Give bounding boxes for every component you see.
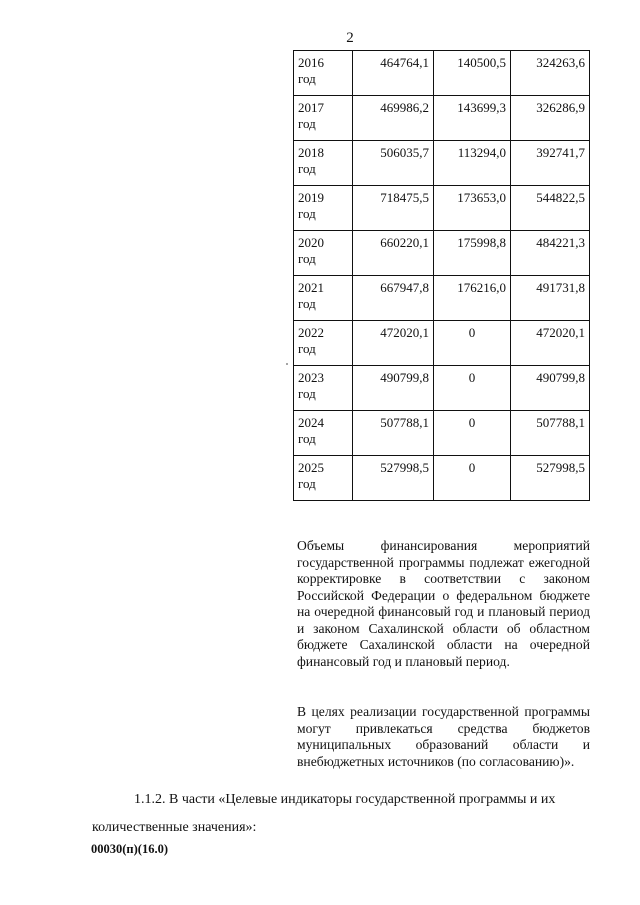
total-cell: 506035,7 <box>353 141 434 186</box>
year-value: 2019 <box>298 190 324 205</box>
table-row <box>294 411 590 456</box>
table-row <box>294 231 590 276</box>
federal-cell: 175998,8 <box>434 231 511 276</box>
table-row <box>294 186 590 231</box>
year-cell <box>294 141 353 186</box>
table-row <box>294 96 590 141</box>
regional-cell: 544822,5 <box>511 186 590 231</box>
year-cell <box>294 411 353 456</box>
financing-note-paragraph: Объемы финансирования мероприятий государственной программы подлежат ежегодной корректировке в соответствии с законом Российской Федерации о федеральном бюджете на очередной финансовый год и плановый период и законом Сахалинской области об областном бюджете Сахалинской области на очередной финансовый год и плановый период. <box>297 538 590 669</box>
table-row <box>294 276 590 321</box>
total-cell: 490799,8 <box>353 366 434 411</box>
regional-cell: 326286,9 <box>511 96 590 141</box>
year-cell <box>294 96 353 141</box>
federal-cell: 143699,3 <box>434 96 511 141</box>
regional-cell: 324263,6 <box>511 51 590 96</box>
year-cell <box>294 186 353 231</box>
document-code: 00030(п)(16.0) <box>91 842 168 856</box>
federal-cell: 140500,5 <box>434 51 511 96</box>
year-value: 2024 <box>298 415 324 430</box>
year-unit: год <box>298 341 316 356</box>
regional-cell: 491731,8 <box>511 276 590 321</box>
federal-cell: 113294,0 <box>434 141 511 186</box>
year-cell <box>294 366 353 411</box>
year-value: 2021 <box>298 280 324 295</box>
regional-cell: 484221,3 <box>511 231 590 276</box>
federal-cell: 173653,0 <box>434 186 511 231</box>
financing-table <box>293 50 590 501</box>
year-cell <box>294 321 353 366</box>
year-value: 2017 <box>298 100 324 115</box>
total-cell: 667947,8 <box>353 276 434 321</box>
total-cell: 660220,1 <box>353 231 434 276</box>
year-unit: год <box>298 251 316 266</box>
table-row <box>294 51 590 96</box>
total-cell: 507788,1 <box>353 411 434 456</box>
year-unit: год <box>298 161 316 176</box>
year-cell <box>294 51 353 96</box>
year-unit: год <box>298 71 316 86</box>
table-row <box>294 141 590 186</box>
table-row <box>294 456 590 501</box>
clause-1-1-2 <box>92 786 596 842</box>
total-cell: 472020,1 <box>353 321 434 366</box>
year-unit: год <box>298 476 316 491</box>
year-value: 2023 <box>298 370 324 385</box>
federal-cell: 0 <box>434 411 511 456</box>
federal-cell: 176216,0 <box>434 276 511 321</box>
regional-cell: 507788,1 <box>511 411 590 456</box>
regional-cell: 472020,1 <box>511 321 590 366</box>
scan-speck <box>286 363 288 365</box>
year-unit: год <box>298 116 316 131</box>
year-cell <box>294 456 353 501</box>
federal-cell: 0 <box>434 366 511 411</box>
total-cell: 527998,5 <box>353 456 434 501</box>
year-cell <box>294 231 353 276</box>
year-value: 2025 <box>298 460 324 475</box>
regional-cell: 527998,5 <box>511 456 590 501</box>
year-unit: год <box>298 296 316 311</box>
funding-sources-paragraph: В целях реализации государственной программы могут привлекаться средства бюджетов муниципальных образований области и внебюджетных источников (по согласованию)». <box>297 704 590 769</box>
year-unit: год <box>298 386 316 401</box>
year-value: 2020 <box>298 235 324 250</box>
federal-cell: 0 <box>434 456 511 501</box>
table-row <box>294 366 590 411</box>
regional-cell: 490799,8 <box>511 366 590 411</box>
clause-line-2: количественные значения»: <box>92 820 257 835</box>
total-cell: 464764,1 <box>353 51 434 96</box>
year-unit: год <box>298 431 316 446</box>
regional-cell: 392741,7 <box>511 141 590 186</box>
clause-line-1: 1.1.2. В части «Целевые индикаторы государственной программы и их <box>134 792 556 807</box>
page-number: 2 <box>346 30 354 46</box>
year-value: 2022 <box>298 325 324 340</box>
federal-cell: 0 <box>434 321 511 366</box>
table-row <box>294 321 590 366</box>
total-cell: 469986,2 <box>353 96 434 141</box>
year-cell <box>294 276 353 321</box>
year-unit: год <box>298 206 316 221</box>
total-cell: 718475,5 <box>353 186 434 231</box>
year-value: 2018 <box>298 145 324 160</box>
year-value: 2016 <box>298 55 324 70</box>
